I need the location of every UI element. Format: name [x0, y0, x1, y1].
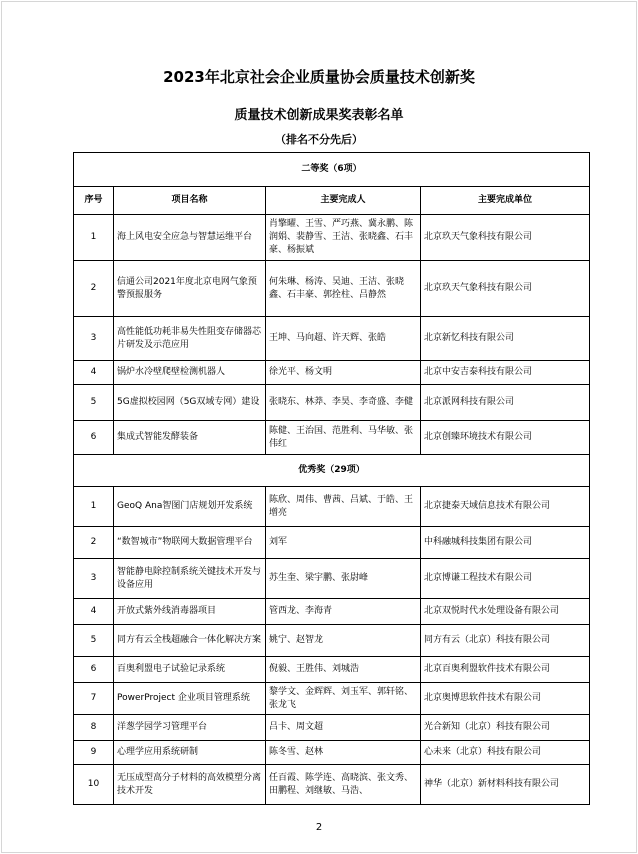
column-header-row	[74, 187, 590, 215]
completing-unit: 心未来（北京）科技有限公司	[421, 741, 590, 765]
row-number: 7	[74, 683, 114, 715]
main-contributors: 王坤、马向超、许天辉、张皓	[266, 317, 421, 361]
main-contributors: 倪毅、王胜伟、刘城浩	[266, 657, 421, 683]
main-contributors: 徐光平、杨文明	[266, 361, 421, 385]
completing-unit: 北京玖天气象科技有限公司	[421, 261, 590, 317]
main-contributors: 黎学文、金辉辉、刘玉军、郭轩铭、张龙飞	[266, 683, 421, 715]
col-header-people: 主要完成人	[266, 187, 421, 215]
ranking-note: （排名不分先后）	[275, 133, 363, 146]
row-number: 2	[74, 261, 114, 317]
project-name: 洋葱学园学习管理平台	[114, 715, 266, 741]
table-row	[74, 765, 590, 805]
main-contributors: 陈欣、周伟、曹茜、吕斌、于皓、王增亮	[266, 487, 421, 527]
table-row	[74, 599, 590, 625]
main-contributors: 苏生奎、梁宇鹏、张尉峰	[266, 559, 421, 599]
completing-unit: 北京百奥利盟软件技术有限公司	[421, 657, 590, 683]
table-row	[74, 715, 590, 741]
project-name: “数智城市”物联网大数据管理平台	[114, 527, 266, 559]
row-number: 1	[74, 487, 114, 527]
section-heading: 优秀奖（29项）	[74, 455, 590, 487]
table-row	[74, 487, 590, 527]
table-row	[74, 741, 590, 765]
row-number: 6	[74, 657, 114, 683]
project-name: 5G虚拟校园网（5G双域专网）建设	[114, 385, 266, 421]
table-row	[74, 421, 590, 455]
row-number: 9	[74, 741, 114, 765]
table-row	[74, 625, 590, 657]
table-row	[74, 657, 590, 683]
project-name: 同方有云全栈超融合一体化解决方案	[114, 625, 266, 657]
project-name: GeoQ Ana智图门店规划开发系统	[114, 487, 266, 527]
project-name: 高性能低功耗非易失性阻变存储器芯片研发及示范应用	[114, 317, 266, 361]
main-contributors: 陈冬雪、赵林	[266, 741, 421, 765]
table-row	[74, 215, 590, 261]
table-row	[74, 559, 590, 599]
table-row	[74, 261, 590, 317]
section-header-row	[74, 153, 590, 187]
section-header-row	[74, 455, 590, 487]
row-number: 4	[74, 599, 114, 625]
completing-unit: 北京奥博思软件技术有限公司	[421, 683, 590, 715]
project-name: PowerProject 企业项目管理系统	[114, 683, 266, 715]
table-row	[74, 385, 590, 421]
completing-unit: 北京创臻环境技术有限公司	[421, 421, 590, 455]
table-row	[74, 317, 590, 361]
project-name: 开放式紫外线消毒器项目	[114, 599, 266, 625]
completing-unit: 北京派网科技有限公司	[421, 385, 590, 421]
main-contributors: 吕卡、周文超	[266, 715, 421, 741]
main-contributors: 何朱琳、杨涛、吴迪、王洁、张晓鑫、石丰豪、郭拴柱、吕静然	[266, 261, 421, 317]
completing-unit: 北京新忆科技有限公司	[421, 317, 590, 361]
project-name: 心理学应用系统研制	[114, 741, 266, 765]
row-number: 2	[74, 527, 114, 559]
table-row	[74, 361, 590, 385]
table-row	[74, 683, 590, 715]
document-subtitle: 质量技术创新成果奖表彰名单	[234, 108, 404, 123]
main-contributors: 张晓东、林莽、李昊、李奇盛、李健	[266, 385, 421, 421]
page-number: 2	[315, 822, 323, 833]
project-name: 智能静电除控制系统关键技术开发与设备应用	[114, 559, 266, 599]
project-name: 海上风电安全应急与智慧运维平台	[114, 215, 266, 261]
main-contributors: 陈健、王治国、范胜利、马华敏、张伟红	[266, 421, 421, 455]
completing-unit: 光合新知（北京）科技有限公司	[421, 715, 590, 741]
main-contributors: 管西龙、李海青	[266, 599, 421, 625]
project-name: 集成式智能发酵装备	[114, 421, 266, 455]
completing-unit: 神华（北京）新材料科技有限公司	[421, 765, 590, 805]
row-number: 5	[74, 385, 114, 421]
completing-unit: 北京捷泰天域信息技术有限公司	[421, 487, 590, 527]
completing-unit: 同方有云（北京）科技有限公司	[421, 625, 590, 657]
completing-unit: 北京双悦时代水处理设备有限公司	[421, 599, 590, 625]
completing-unit: 北京博谦工程技术有限公司	[421, 559, 590, 599]
completing-unit: 北京中安吉泰科技有限公司	[421, 361, 590, 385]
project-name: 锅炉水冷壁爬壁检测机器人	[114, 361, 266, 385]
col-header-unit: 主要完成单位	[421, 187, 590, 215]
completing-unit: 北京玖天气象科技有限公司	[421, 215, 590, 261]
main-contributors: 肖擎曜、王雪、严巧燕、冀永鹏、陈润娟、裴静雪、王洁、张晓鑫、石丰豪、杨振斌	[266, 215, 421, 261]
row-number: 1	[74, 215, 114, 261]
project-name: 无压成型高分子材料的高效模塑分离技术开发	[114, 765, 266, 805]
project-name: 百奥利盟电子试验记录系统	[114, 657, 266, 683]
row-number: 10	[74, 765, 114, 805]
row-number: 4	[74, 361, 114, 385]
main-contributors: 姚宁、赵智龙	[266, 625, 421, 657]
document-title: 2023年北京社会企业质量协会质量技术创新奖	[163, 68, 475, 86]
row-number: 3	[74, 317, 114, 361]
award-table-body	[74, 153, 590, 805]
main-contributors: 刘军	[266, 527, 421, 559]
award-table	[73, 152, 590, 805]
col-header-project: 项目名称	[114, 187, 266, 215]
row-number: 5	[74, 625, 114, 657]
completing-unit: 中科融城科技集团有限公司	[421, 527, 590, 559]
section-heading: 二等奖（6项）	[74, 153, 590, 187]
project-name: 信通公司2021年度北京电网气象预警预报服务	[114, 261, 266, 317]
main-contributors: 任百霞、陈学连、高晓滨、张文秀、田鹏程、刘继敏、马浩、	[266, 765, 421, 805]
row-number: 8	[74, 715, 114, 741]
row-number: 6	[74, 421, 114, 455]
row-number: 3	[74, 559, 114, 599]
table-row	[74, 527, 590, 559]
col-header-number: 序号	[74, 187, 114, 215]
